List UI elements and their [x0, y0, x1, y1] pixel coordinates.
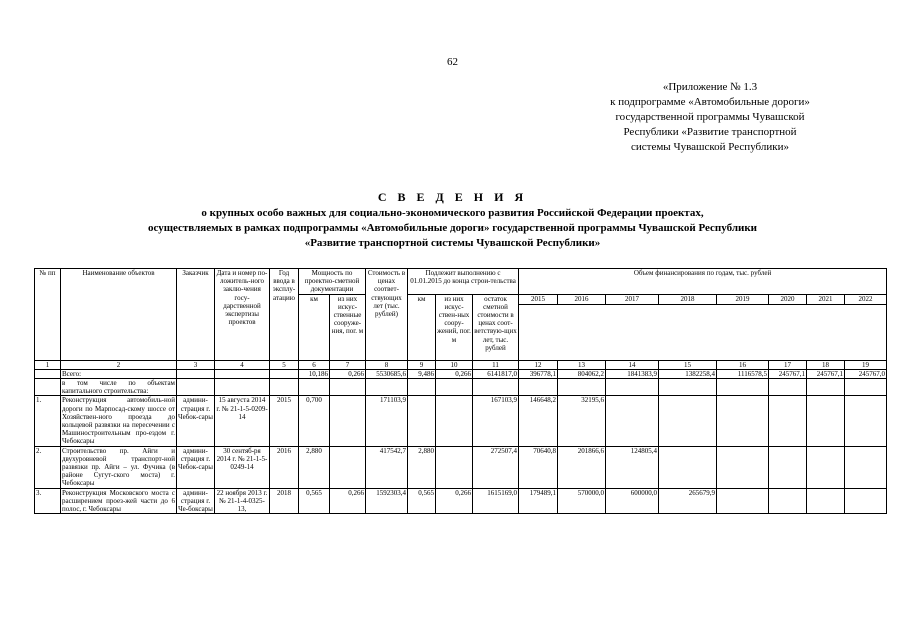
col-number: 9 — [408, 360, 436, 369]
appendix-line: государственной программы Чувашской — [615, 111, 805, 123]
document-title: С В Е Д Е Н И Я — [377, 190, 528, 204]
row-date: 30 сентяб-ря 2014 г. № 21-1-5-0249-14 — [215, 446, 270, 488]
col-number: 8 — [366, 360, 408, 369]
col-number: 13 — [558, 360, 606, 369]
empty-cell — [270, 379, 299, 396]
row-cost: 171103,9 — [366, 396, 408, 446]
header-km: км — [299, 294, 330, 360]
col-number: 11 — [473, 360, 519, 369]
header-year-2017: 2017 — [606, 294, 659, 304]
col-number: 15 — [659, 360, 717, 369]
header-spacer — [519, 304, 887, 360]
appendix-line: системы Чувашской Республики» — [631, 141, 789, 153]
empty-cell — [436, 379, 473, 396]
col-number: 12 — [519, 360, 558, 369]
total-rem-balance: 6141817,0 — [473, 369, 519, 378]
col-number: 3 — [177, 360, 215, 369]
table-row — [35, 488, 887, 514]
row-rem-of-them — [436, 396, 473, 446]
subheading-num — [35, 379, 61, 396]
empty-cell — [558, 379, 606, 396]
total-rem-of-them: 0,266 — [436, 369, 473, 378]
row-name: Строительство пр. Айги и двухуровневой транспорт-ной развязки пр. Айги – ул. Фучика (в районе Сугут-ского моста) г. Чебоксары — [62, 446, 175, 488]
col-number: 14 — [606, 360, 659, 369]
row-2020 — [769, 488, 807, 514]
row-2016: 201866,6 — [558, 446, 606, 488]
row-2018 — [659, 396, 717, 446]
total-2021: 245767,1 — [807, 369, 845, 378]
row-2017 — [606, 396, 659, 446]
appendix-line: Республики «Развитие транспортной — [623, 126, 797, 138]
empty-cell — [606, 379, 659, 396]
row-date: 22 ноября 2013 г. № 21-1-4-0325-13, — [215, 488, 270, 514]
header-year-2021: 2021 — [807, 294, 845, 304]
total-label: Всего: — [61, 369, 177, 378]
col-number: 17 — [769, 360, 807, 369]
empty-cell — [659, 379, 717, 396]
row-2019 — [717, 446, 769, 488]
row-of-them: 0,266 — [330, 488, 366, 514]
table-row — [35, 446, 887, 488]
header-remaining: Подлежит выполнению с 01.01.2015 до конца строи-тельства — [408, 269, 519, 295]
header-rem-km: км — [408, 294, 436, 360]
row-2021 — [807, 396, 845, 446]
empty-cell — [717, 379, 769, 396]
row-num: 1. — [35, 396, 61, 446]
total-cost: 5530685,6 — [366, 369, 408, 378]
total-2017: 1841383,9 — [606, 369, 659, 378]
total-2020: 245767,1 — [769, 369, 807, 378]
empty-cell — [215, 379, 270, 396]
col-number: 6 — [299, 360, 330, 369]
appendix-line: «Приложение № 1.3 — [662, 81, 758, 93]
table-row — [35, 396, 887, 446]
row-rem-of-them — [436, 446, 473, 488]
empty-cell — [177, 379, 215, 396]
header-cost: Стоимость в ценах соответ-ствующих лет (тыс. рублей) — [366, 269, 408, 361]
col-number: 19 — [845, 360, 887, 369]
row-2022 — [845, 396, 887, 446]
total-row — [35, 369, 887, 378]
header-customer: Заказчик — [177, 269, 215, 361]
header-year-2020: 2020 — [769, 294, 807, 304]
empty-cell — [299, 379, 330, 396]
row-rem-km: 2,880 — [408, 446, 436, 488]
row-name: Реконструкция автомобиль-ной дороги по Марпосад-скому шоссе от Хозяйствен-ного проезда до кольцевой развязки на пересечении с Машиностроительным про-ездом г. Чебоксары — [62, 396, 175, 446]
row-2015: 70640,8 — [519, 446, 558, 488]
subheading-row — [35, 379, 887, 396]
subtitle-line: осуществляемых в рамках подпрограммы «Автомобильные дороги» государственной программы Чувашской Республики — [147, 222, 758, 234]
header-name: Наименование объектов — [61, 269, 177, 361]
row-2016: 32195,6 — [558, 396, 606, 446]
row-rem-balance: 167103,9 — [473, 396, 519, 446]
subtitle-line: «Развитие транспортной системы Чувашской Республики» — [304, 237, 601, 249]
row-rem-balance: 272507,4 — [473, 446, 519, 488]
col-number: 1 — [35, 360, 61, 369]
col-number: 4 — [215, 360, 270, 369]
total-customer — [177, 369, 215, 378]
header-year: Год ввода в эксплу-атацию — [270, 269, 299, 361]
header-year-2022: 2022 — [845, 294, 887, 304]
row-num: 3. — [35, 488, 61, 514]
row-2021 — [807, 488, 845, 514]
col-number: 5 — [270, 360, 299, 369]
row-rem-km: 0,565 — [408, 488, 436, 514]
row-2019 — [717, 488, 769, 514]
appendix-line: к подпрограмме «Автомобильные дороги» — [610, 96, 810, 108]
total-2016: 804062,2 — [558, 369, 606, 378]
header-row — [35, 269, 887, 295]
empty-cell — [807, 379, 845, 396]
document-subtitle — [0, 206, 905, 251]
total-km: 10,186 — [299, 369, 330, 378]
row-customer: админи-страция г. Чебок-сары — [177, 396, 215, 446]
row-2019 — [717, 396, 769, 446]
total-rem-km: 9,486 — [408, 369, 436, 378]
header-rem-of-them: из них искус-ствен-ных соору-жений, пог. м — [436, 294, 473, 360]
header-date: Дата и номер по-ложитель-ного заклю-чения госу-дарственной экспертизы проектов — [215, 269, 270, 361]
col-number: 10 — [436, 360, 473, 369]
total-2018: 1382258,4 — [659, 369, 717, 378]
empty-cell — [769, 379, 807, 396]
row-2022 — [845, 488, 887, 514]
page-number: 62 — [447, 56, 458, 68]
header-rem-balance: остаток сметной стоимости в ценах соот-ветствую-щих лет, тыс. рублей — [473, 294, 519, 360]
column-number-row — [35, 360, 887, 369]
row-rem-km — [408, 396, 436, 446]
projects-table — [34, 268, 887, 514]
total-2022: 245767,0 — [845, 369, 887, 378]
col-number: 2 — [61, 360, 177, 369]
empty-cell — [845, 379, 887, 396]
row-2022 — [845, 446, 887, 488]
empty-cell — [473, 379, 519, 396]
row-km: 0,565 — [299, 488, 330, 514]
row-cost: 1592303,4 — [366, 488, 408, 514]
row-rem-of-them: 0,266 — [436, 488, 473, 514]
row-2016: 570000,0 — [558, 488, 606, 514]
row-customer: админи-страция г. Чебок-сары — [177, 446, 215, 488]
col-number: 7 — [330, 360, 366, 369]
row-name: Реконструкция Московского моста с расширением проез-жей части до 6 полос, г. Чебоксары — [62, 488, 175, 514]
row-customer: админи-страция г. Че-боксары — [178, 488, 213, 514]
empty-cell — [519, 379, 558, 396]
header-year-2018: 2018 — [659, 294, 717, 304]
row-2018 — [659, 446, 717, 488]
subtitle-line: о крупных особо важных для социально-экономического развития Российской Федерации проектах, — [201, 207, 704, 219]
row-rem-balance: 1615169,0 — [473, 488, 519, 514]
total-year — [270, 369, 299, 378]
row-num: 2. — [35, 446, 61, 488]
row-year: 2016 — [270, 446, 299, 488]
row-year: 2018 — [270, 488, 299, 514]
subheading-text: в том числе по объектам капитального строительства: — [62, 379, 175, 396]
row-2015: 179489,1 — [519, 488, 558, 514]
total-of-them: 0,266 — [330, 369, 366, 378]
row-km: 0,700 — [299, 396, 330, 446]
row-date: 15 августа 2014 г. № 21-1-5-0209-14 — [215, 396, 270, 446]
header-num: № пп — [35, 269, 61, 361]
row-of-them — [330, 396, 366, 446]
header-year-2016: 2016 — [558, 294, 606, 304]
header-of-them: из них искус-ственные сооруже-ния, пог. м — [330, 294, 366, 360]
col-number: 18 — [807, 360, 845, 369]
row-2020 — [769, 446, 807, 488]
header-year-2015: 2015 — [519, 294, 558, 304]
total-num — [35, 369, 61, 378]
empty-cell — [330, 379, 366, 396]
row-2020 — [769, 396, 807, 446]
row-2017: 124805,4 — [606, 446, 659, 488]
col-number: 16 — [717, 360, 769, 369]
empty-cell — [408, 379, 436, 396]
total-date — [215, 369, 270, 378]
row-2017: 600000,0 — [606, 488, 659, 514]
header-year-2019: 2019 — [717, 294, 769, 304]
total-2015: 396778,1 — [519, 369, 558, 378]
row-km: 2,880 — [299, 446, 330, 488]
row-2021 — [807, 446, 845, 488]
row-2015: 146648,2 — [519, 396, 558, 446]
row-2018: 265679,9 — [659, 488, 717, 514]
row-of-them — [330, 446, 366, 488]
header-capacity: Мощность по проектно-сметной документации — [299, 269, 366, 295]
total-2019: 1116578,5 — [717, 369, 769, 378]
empty-cell — [366, 379, 408, 396]
row-cost: 417542,7 — [366, 446, 408, 488]
header-financing: Объем финансирования по годам, тыс. рублей — [519, 269, 887, 295]
appendix-note — [570, 80, 850, 155]
row-year: 2015 — [270, 396, 299, 446]
